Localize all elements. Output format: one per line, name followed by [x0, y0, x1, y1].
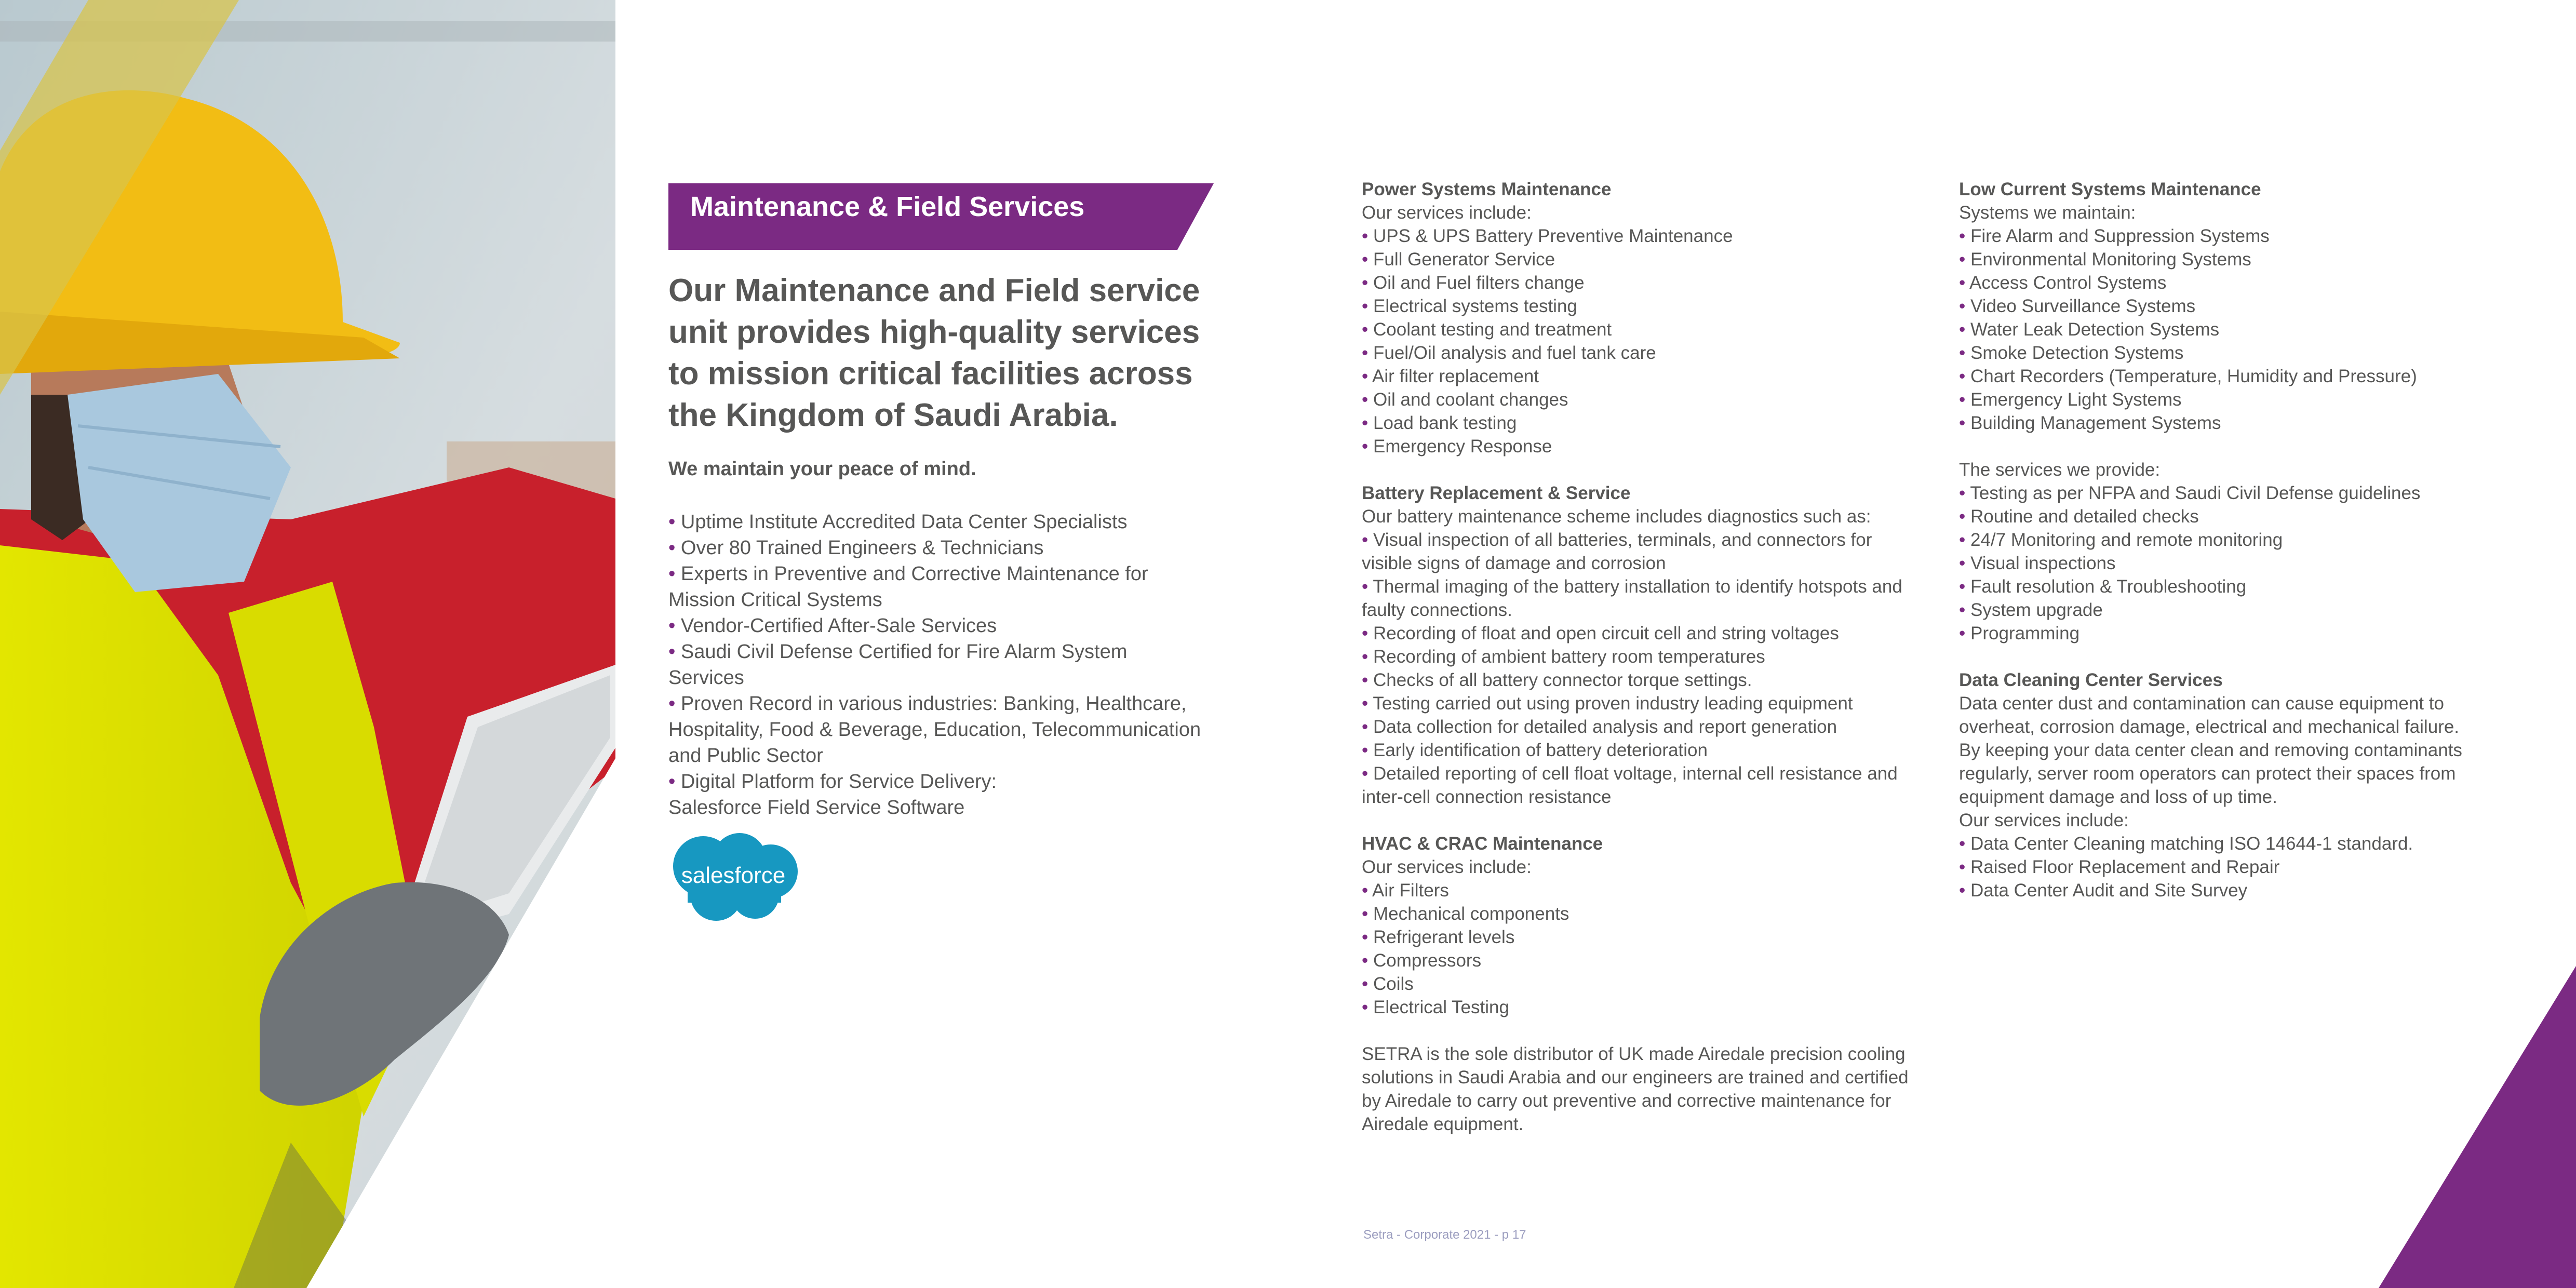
- bullet-icon: •: [1959, 343, 1970, 363]
- bullet-icon: •: [1959, 296, 1970, 316]
- list-item: • Emergency Response: [1362, 436, 1552, 457]
- list-item: • Emergency Light Systems: [1959, 390, 2182, 410]
- list-item: • Data Center Cleaning matching ISO 14644-1 standard.: [1959, 834, 2413, 854]
- feature-item: • Saudi Civil Defense Certified for Fire Alarm System Services: [668, 641, 1128, 689]
- bullet-icon: •: [1959, 483, 1970, 503]
- list-item: • Recording of float and open circuit cell and string voltages: [1362, 623, 1839, 643]
- bullet-icon: •: [1959, 600, 1970, 620]
- feature-item: • Vendor-Certified After-Sale Services: [668, 615, 997, 637]
- corner-accent-shape: [2379, 966, 2576, 1288]
- list-item: • Full Generator Service: [1362, 249, 1555, 270]
- bullet-icon: •: [668, 641, 681, 663]
- bullet-icon: •: [1959, 506, 1970, 527]
- list-item: • Fire Alarm and Suppression Systems: [1959, 226, 2270, 246]
- bullet-icon: •: [1362, 997, 1373, 1017]
- bullet-icon: •: [668, 511, 681, 533]
- bullet-icon: •: [1959, 319, 1970, 340]
- list-item: • Recording of ambient battery room temperatures: [1362, 647, 1765, 667]
- list-item: • Compressors: [1362, 950, 1482, 971]
- list-item: • Oil and Fuel filters change: [1362, 273, 1585, 293]
- bullet-icon: •: [1362, 717, 1373, 737]
- list-item: • Refrigerant levels: [1362, 927, 1515, 947]
- bullet-icon: •: [1362, 413, 1373, 433]
- bullet-icon: •: [1959, 623, 1970, 643]
- hvac-note: SETRA is the sole distributor of UK made Airedale precision cooling solutions in Saudi Arabia and our engineers are trained and certified by Airedale to carry out preventive and corrective maintenance for Airedale equipment.: [1362, 1044, 1909, 1134]
- bullet-icon: •: [1362, 273, 1373, 293]
- low-current-intro: Systems we maintain:: [1959, 203, 2136, 223]
- low-current-services-list: [1959, 481, 2510, 645]
- bullet-icon: •: [668, 693, 681, 715]
- battery-list: [1362, 528, 1912, 809]
- bullet-icon: •: [1362, 623, 1373, 643]
- list-item: • Coils: [1362, 974, 1414, 994]
- headline: Our Maintenance and Field service unit provides high-quality services to mission critical facilities across the Kingdom of Saudi Arabia.: [668, 273, 1200, 433]
- list-item: • Smoke Detection Systems: [1959, 343, 2184, 363]
- bullet-icon: •: [1362, 249, 1373, 270]
- list-item: • Visual inspection of all batteries, terminals, and connectors for visible signs of damage and corrosion: [1362, 530, 1872, 573]
- cleaning-title: Data Cleaning Center Services: [1959, 670, 2223, 690]
- list-item: • Checks of all battery connector torque settings.: [1362, 670, 1752, 690]
- list-item: • UPS & UPS Battery Preventive Maintenance: [1362, 226, 1733, 246]
- list-item: • Air filter replacement: [1362, 366, 1539, 386]
- bullet-icon: •: [1959, 249, 1970, 270]
- feature-item: • Digital Platform for Service Delivery:: [668, 771, 997, 793]
- section-banner: [668, 183, 1214, 250]
- bullet-icon: •: [1362, 366, 1373, 386]
- column-right: [1959, 178, 2510, 902]
- bullet-icon: •: [1362, 927, 1373, 947]
- list-item: • Testing carried out using proven industry leading equipment: [1362, 693, 1853, 714]
- banner-title: Maintenance & Field Services: [690, 191, 1085, 222]
- list-item: • Data collection for detailed analysis and report generation: [1362, 717, 1837, 737]
- list-item: • Detailed reporting of cell float voltage, internal cell resistance and inter-cell connection resistance: [1362, 763, 1898, 807]
- bullet-icon: •: [668, 615, 681, 637]
- salesforce-logo-text: salesforce: [681, 863, 786, 888]
- cleaning-intro: Our services include:: [1959, 810, 2129, 830]
- tagline: We maintain your peace of mind.: [668, 458, 976, 480]
- bullet-icon: •: [1362, 576, 1373, 597]
- list-item: • Raised Floor Replacement and Repair: [1959, 857, 2280, 877]
- power-list: [1362, 224, 1912, 458]
- bullet-icon: •: [1362, 950, 1373, 971]
- list-item: • Routine and detailed checks: [1959, 506, 2199, 527]
- bullet-icon: •: [1362, 436, 1373, 457]
- bullet-icon: •: [1959, 413, 1970, 433]
- list-item: • Visual inspections: [1959, 553, 2116, 573]
- worker-photo: [0, 0, 615, 1288]
- bullet-icon: •: [1362, 647, 1373, 667]
- list-item: • Mechanical components: [1362, 904, 1569, 924]
- hvac-list: [1362, 879, 1912, 1019]
- list-item: • 24/7 Monitoring and remote monitoring: [1959, 530, 2283, 550]
- bullet-icon: •: [1362, 390, 1373, 410]
- column-middle: [1362, 178, 1912, 1136]
- low-current-list: [1959, 224, 2510, 435]
- bullet-icon: •: [1959, 273, 1970, 293]
- hvac-title: HVAC & CRAC Maintenance: [1362, 834, 1603, 854]
- feature-item: • Experts in Preventive and Corrective Maintenance for Mission Critical Systems: [668, 563, 1148, 611]
- bullet-icon: •: [1959, 576, 1970, 597]
- feature-item-extra: Salesforce Field Service Software: [668, 797, 965, 819]
- list-item: • Testing as per NFPA and Saudi Civil Defense guidelines: [1959, 483, 2421, 503]
- bullet-icon: •: [1362, 904, 1373, 924]
- cleaning-list: [1959, 832, 2510, 902]
- feature-item: • Uptime Institute Accredited Data Center Specialists: [668, 511, 1128, 533]
- bullet-icon: •: [1959, 857, 1970, 877]
- list-item: • Thermal imaging of the battery installation to identify hotspots and faulty connections.: [1362, 576, 1902, 620]
- list-item: • Coolant testing and treatment: [1362, 319, 1612, 340]
- list-item: • Electrical systems testing: [1362, 296, 1577, 316]
- bullet-icon: •: [1959, 553, 1970, 573]
- bullet-icon: •: [668, 563, 681, 585]
- bullet-icon: •: [1959, 834, 1970, 854]
- list-item: • Programming: [1959, 623, 2080, 643]
- bullet-icon: •: [1362, 319, 1373, 340]
- list-item: • Video Surveillance Systems: [1959, 296, 2196, 316]
- feature-item: • Proven Record in various industries: Banking, Healthcare, Hospitality, Food & Beverage, Education, Telecommunication and Public Sector: [668, 693, 1201, 767]
- bullet-icon: •: [1362, 343, 1373, 363]
- feature-list: [668, 509, 1203, 821]
- list-item: • System upgrade: [1959, 600, 2103, 620]
- list-item: • Fuel/Oil analysis and fuel tank care: [1362, 343, 1656, 363]
- low-current-title: Low Current Systems Maintenance: [1959, 179, 2261, 199]
- list-item: • Access Control Systems: [1959, 273, 2167, 293]
- bullet-icon: •: [1959, 390, 1970, 410]
- bullet-icon: •: [668, 771, 681, 793]
- salesforce-logo: [667, 830, 800, 922]
- battery-title: Battery Replacement & Service: [1362, 483, 1631, 503]
- page-footer: Setra - Corporate 2021 - p 17: [1363, 1228, 1526, 1242]
- bullet-icon: •: [1362, 974, 1373, 994]
- list-item: • Building Management Systems: [1959, 413, 2221, 433]
- list-item: • Environmental Monitoring Systems: [1959, 249, 2251, 270]
- feature-item: • Over 80 Trained Engineers & Technicians: [668, 537, 1044, 559]
- list-item: • Fault resolution & Troubleshooting: [1959, 576, 2247, 597]
- power-title: Power Systems Maintenance: [1362, 179, 1612, 199]
- list-item: • Data Center Audit and Site Survey: [1959, 880, 2248, 901]
- bullet-icon: •: [1959, 366, 1970, 386]
- bullet-icon: •: [1362, 530, 1373, 550]
- battery-intro: Our battery maintenance scheme includes diagnostics such as:: [1362, 506, 1871, 527]
- list-item: • Early identification of battery deterioration: [1362, 740, 1708, 760]
- list-item: • Air Filters: [1362, 880, 1449, 901]
- bullet-icon: •: [1362, 296, 1373, 316]
- list-item: • Chart Recorders (Temperature, Humidity and Pressure): [1959, 366, 2417, 386]
- bullet-icon: •: [668, 537, 681, 559]
- bullet-icon: •: [1362, 693, 1373, 714]
- bullet-icon: •: [1362, 880, 1373, 901]
- list-item: • Electrical Testing: [1362, 997, 1509, 1017]
- bullet-icon: •: [1362, 670, 1373, 690]
- list-item: • Water Leak Detection Systems: [1959, 319, 2220, 340]
- bullet-icon: •: [1362, 740, 1373, 760]
- power-intro: Our services include:: [1362, 203, 1532, 223]
- hvac-intro: Our services include:: [1362, 857, 1532, 877]
- bullet-icon: •: [1959, 530, 1970, 550]
- bullet-icon: •: [1362, 226, 1373, 246]
- list-item: • Oil and coolant changes: [1362, 390, 1568, 410]
- bullet-icon: •: [1362, 763, 1373, 784]
- bullet-icon: •: [1959, 880, 1970, 901]
- bullet-icon: •: [1959, 226, 1970, 246]
- cleaning-paragraph-1: Data center dust and contamination can cause equipment to overheat, corrosion damage, electrical and mechanical failure.: [1959, 693, 2460, 737]
- cleaning-paragraph-2: By keeping your data center clean and removing contaminants regularly, server room operators can protect their spaces from equipment damage and loss of up time.: [1959, 740, 2462, 807]
- low-current-services-intro: The services we provide:: [1959, 460, 2161, 480]
- list-item: • Load bank testing: [1362, 413, 1517, 433]
